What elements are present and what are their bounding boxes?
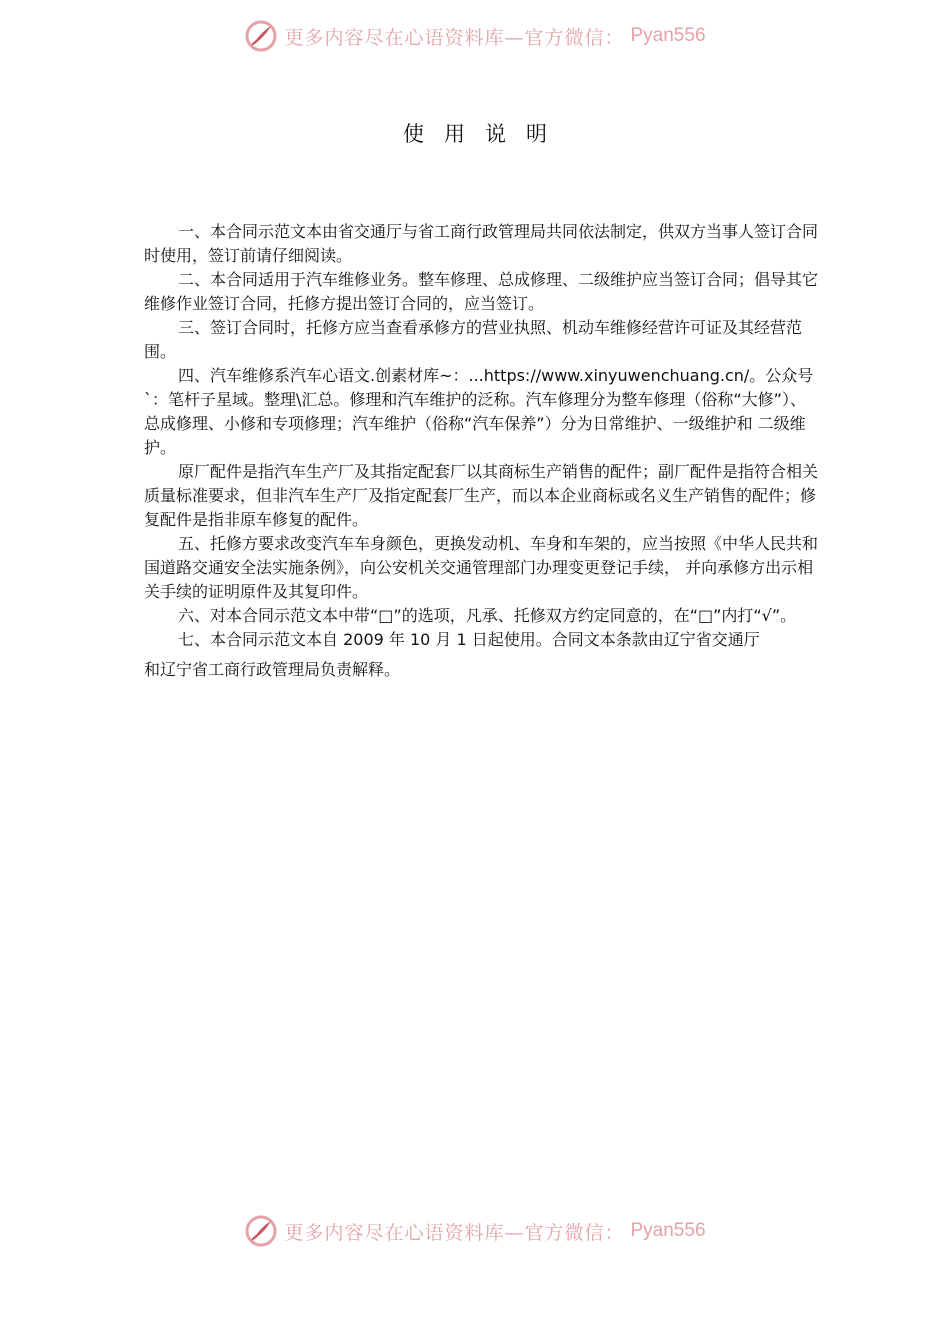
paragraph-7: 六、对本合同示范文本中带“□”的选项，凡承、托修双方约定同意的，在“□”内打“√”。 xyxy=(178,606,797,625)
quill-seal-icon xyxy=(244,1214,278,1248)
paragraph-8: 七、本合同示范文本自 2009 年 10 月 1 日起使用。合同文本条款由辽宁省交通厅 xyxy=(178,630,760,649)
document-body xyxy=(144,220,824,682)
quill-seal-icon xyxy=(244,19,278,53)
paragraph-1: 一、本合同示范文本由省交通厅与省工商行政管理局共同依法制定，供双方当事人签订合同时使用，签订前请仔细阅读。 xyxy=(144,222,819,265)
header-watermark xyxy=(0,16,950,56)
watermark-wechat-id: Pyan556 xyxy=(630,25,706,46)
watermark-text: 更多内容尽在心语资料库—官方微信： xyxy=(284,1221,625,1244)
watermark-text: 更多内容尽在心语资料库—官方微信： xyxy=(284,26,625,49)
footer-watermark xyxy=(0,1211,950,1251)
watermark-wechat-id: Pyan556 xyxy=(630,1220,706,1241)
paragraph-5: 原厂配件是指汽车生产厂及其指定配套厂以其商标生产销售的配件；副厂配件是指符合相关质量标准要求，但非汽车生产厂及指定配套厂生产，而以本企业商标或名义生产销售的配件；修复配件是指非原车修复的配件。 xyxy=(144,462,819,529)
paragraph-4: 四、汽车维修系汽车心语文.创素材库~：...https://www.xinyuwenchuang.cn/。公众号`：笔杆子星域。整理\汇总。修理和汽车维护的泛称。汽车修理分为整车修理（俗称“大修”）、 总成修理、小修和专项修理；汽车维护（俗称“汽车保养”）分为日常维护、一级维护和 二级维护。 xyxy=(144,366,814,457)
document-title: 使用说明 xyxy=(403,122,567,146)
paragraph-2: 二、本合同适用于汽车维修业务。整车修理、总成修理、二级维护应当签订合同；倡导其它维修作业签订合同，托修方提出签订合同的，应当签订。 xyxy=(144,270,819,313)
paragraph-6: 五、托修方要求改变汽车车身颜色，更换发动机、车身和车架的，应当按照《中华人民共和国道路交通安全法实施条例》，向公安机关交通管理部门办理变更登记手续， 并向承修方出示相关手续的证明原件及其复印件。 xyxy=(144,534,819,601)
paragraph-tail: 和辽宁省工商行政管理局负责解释。 xyxy=(144,660,401,679)
paragraph-3: 三、签订合同时，托修方应当查看承修方的营业执照、机动车维修经营许可证及其经营范围。 xyxy=(144,318,803,361)
